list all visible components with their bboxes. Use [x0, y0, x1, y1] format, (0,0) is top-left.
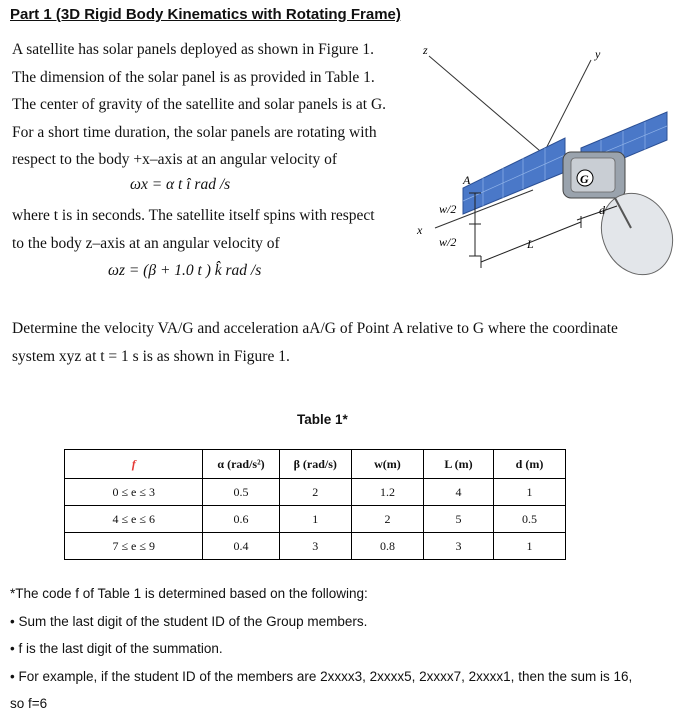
determine-line: Determine the velocity VA/G and acceleration aA/G of Point A relative to G where the coordinate: [12, 320, 618, 337]
table-row: [65, 533, 566, 560]
problem-statement: [12, 36, 402, 174]
point-g-label: G: [580, 172, 589, 186]
table-cell: 2: [279, 479, 351, 506]
col-header-l: L (m): [424, 450, 494, 479]
note-bullet: • For example, if the student ID of the members are 2xxxx3, 2xxxx5, 2xxxx7, 2xxxx1, then the sum is 16,: [10, 668, 633, 684]
col-header-beta: β (rad/s): [279, 450, 351, 479]
table-row: [65, 479, 566, 506]
table-cell: 2: [351, 506, 423, 533]
table-cell: 0.4: [203, 533, 279, 560]
table-cell: 4 ≤ e ≤ 6: [65, 506, 203, 533]
equation-omega-x: ωx = α t î rad /s: [130, 176, 231, 193]
note-bullet-text: Sum the last digit of the student ID of the Group members.: [18, 613, 368, 629]
satellite-figure: [405, 38, 677, 308]
problem-line: The dimension of the solar panel is as provided in Table 1.: [12, 68, 375, 86]
problem-line: A satellite has solar panels deployed as shown in Figure 1.: [12, 41, 375, 58]
table-cell: 4: [424, 479, 494, 506]
axis-y-label: y: [595, 47, 601, 61]
problem-statement-continued: [12, 202, 402, 257]
table-cell: 0.5: [494, 506, 566, 533]
col-header-f: f: [65, 450, 203, 479]
table-cell: 3: [279, 533, 351, 560]
table-row: [65, 506, 566, 533]
dim-l-label: L: [527, 237, 534, 251]
problem-line: For a short time duration, the solar panels are rotating with: [12, 123, 377, 141]
dim-d-label: d: [599, 203, 605, 217]
problem-line: The center of gravity of the satellite and solar panels is at G.: [12, 96, 387, 114]
table-cell: 5: [424, 506, 494, 533]
table-cell: 3: [424, 533, 494, 560]
dim-w2-top-label: w/2: [439, 202, 457, 216]
table-cell: 0.8: [351, 533, 423, 560]
left-solar-panel: [463, 138, 565, 214]
problem-line: respect to the body +x–axis at an angular velocity of: [12, 151, 338, 169]
table-cell: 1: [279, 506, 351, 533]
determine-line: system xyz at t = 1 s is as shown in Figure 1.: [12, 348, 290, 365]
note-bullet-text: f is the last digit of the summation.: [18, 641, 223, 656]
note-bullet: • Sum the last digit of the student ID of the Group members.: [10, 613, 368, 629]
parameters-table: [64, 449, 566, 560]
table-cell: 0 ≤ e ≤ 3: [65, 479, 203, 506]
axis-z-label: z: [423, 43, 428, 57]
col-header-d: d (m): [494, 450, 566, 479]
dim-w2-bottom-label: w/2: [439, 235, 457, 249]
col-header-alpha: α (rad/s²): [203, 450, 279, 479]
table-cell: 1.2: [351, 479, 423, 506]
table-cell: 1: [494, 479, 566, 506]
determine-statement: [12, 315, 677, 371]
equation-omega-z: ωz = (β + 1.0 t ) k̂ rad /s: [108, 262, 262, 279]
part-title: Part 1 (3D Rigid Body Kinematics with Rotating Frame): [10, 6, 401, 23]
table-cell: 0.6: [203, 506, 279, 533]
axis-x-label: x: [417, 223, 423, 237]
problem-line: where t is in seconds. The satellite itself spins with respect: [12, 207, 375, 224]
table-cell: 1: [494, 533, 566, 560]
problem-line: to the body z–axis at an angular velocity of: [12, 234, 280, 252]
table-caption: Table 1*: [297, 412, 348, 427]
point-a-label: A: [463, 173, 471, 187]
note-bullet-text: For example, if the student ID of the members are 2xxxx3, 2xxxx5, 2xxxx7, 2xxxx1, then the sum is 16,: [18, 668, 633, 684]
note-intro: *The code f of Table 1 is determined based on the following:: [10, 586, 368, 601]
note-bullet: • f is the last digit of the summation.: [10, 641, 223, 656]
col-header-w: w(m): [351, 450, 423, 479]
table-cell: 0.5: [203, 479, 279, 506]
note-last-line: so f=6: [10, 696, 48, 711]
code-notes: [10, 580, 675, 718]
table-header-row: [65, 450, 566, 479]
table-cell: 7 ≤ e ≤ 9: [65, 533, 203, 560]
